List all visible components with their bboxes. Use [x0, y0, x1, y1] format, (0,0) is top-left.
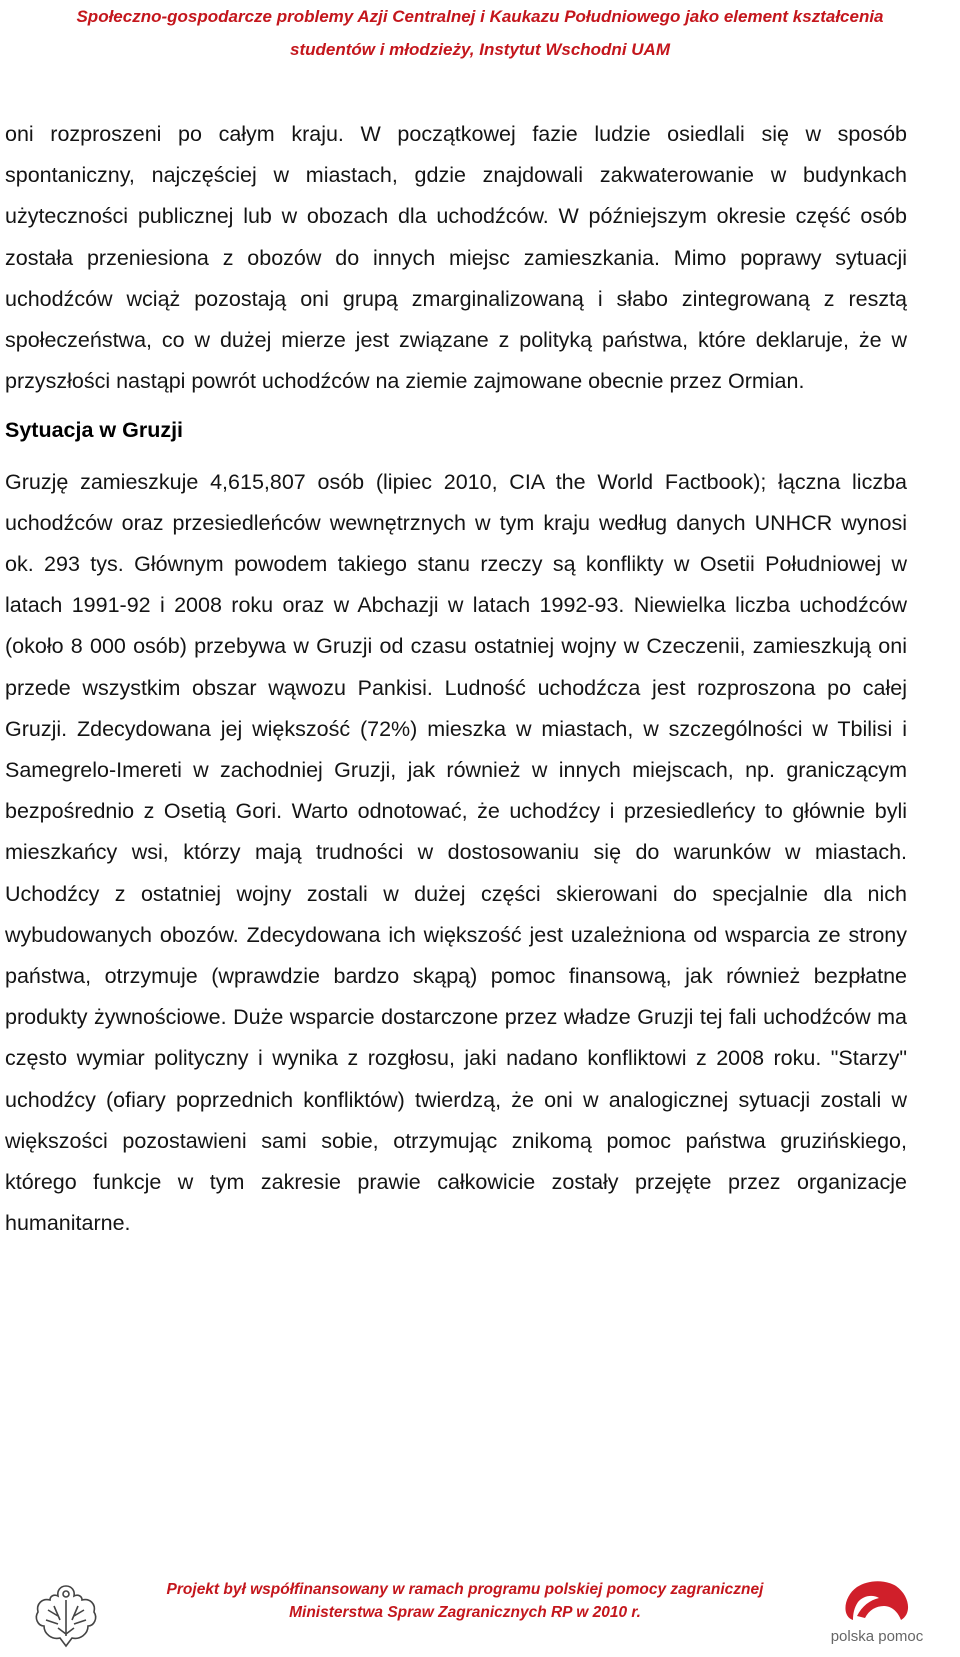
logo-caption: polska pomoc — [830, 1628, 924, 1645]
paragraph-2: Gruzję zamieszkuje 4,615,807 osób (lipiec 2010, CIA the World Factbook); łączna liczba uchodźców oraz przesiedleńców wewnętrznych w tym kraju według danych UNHCR wynosi ok. 293 tys. Głównym powodem takiego stanu rzeczy są konflikty w Osetii Południowej w latach 1991-92 i 2008 roku oraz w Abchazji w latach 1992-93. Niewielka liczba uchodźców (około 8 000 osób) przebywa w Gruzji od czasu ostatniej wojny w Czeczenii, zamieszkują oni przede wszystkim obszar wąwozu Pankisi. Ludność uchodźcza jest rozproszona po całej Gruzji. Zdecydowana jej większość (72%) mieszka w miastach, w szczególności w Tbilisi i Samegrelo-Imereti w zachodniej Gruzji, jak również w innych miejscach, np. graniczącym bezpośrednio z Osetią Gori. Warto odnotować, że uchodźcy i przesiedleńcy to głównie byli mieszkańcy wsi, którzy mają trudności w dostosowaniu się do warunków w miastach. Uchodźcy z ostatniej wojny zostali w dużej części skierowani do specjalnie dla nich wybudowanych obozów. Zdecydowana ich większość jest uzależniona od wsparcia ze strony państwa, otrzymuje (wprawdzie bardzo skąpą) pomoc finansową, jak również bezpłatne produkty żywnościowe. Duże wsparcie dostarczone przez władze Gruzji tej fali uchodźców ma często wymiar polityczny i wynika z rozgłosu, jaki nadano konfliktowi z 2008 roku. "Starzy" uchodźcy (ofiary poprzednich konfliktów) twierdzą, że oni w analogicznej sytuacji zostali w większości pozostawieni sami sobie, otrzymując znikomą pomoc państwa gruzińskiego, którego funkcje w tym zakresie prawie całkowicie zostały przejęte przez organizacje humanitarne. — [5, 469, 907, 1236]
polska-pomoc-logo — [822, 1572, 932, 1652]
header-line-2: studentów i młodzieży, Instytut Wschodni UAM — [290, 40, 670, 59]
footer-line-1: Projekt był współfinansowany w ramach programu polskiej pomocy zagranicznej — [166, 1581, 764, 1598]
footer-funding-note — [120, 1578, 810, 1624]
document-body — [5, 114, 907, 1244]
page-header — [0, 0, 960, 66]
eagle-emblem-icon — [30, 1580, 102, 1652]
section-heading: Sytuacja w Gruzji — [5, 418, 184, 443]
paragraph-1: oni rozproszeni po całym kraju. W początkowej fazie ludzie osiedlali się w sposób spontaniczny, najczęściej w miastach, gdzie znajdowali zakwaterowanie w budynkach użyteczności publicznej lub w obozach dla uchodźców. W późniejszym okresie część osób została przeniesiona z obozów do innych miejsc zamieszkania. Mimo poprawy sytuacji uchodźców wciąż pozostają oni grupą zmarginalizowaną i słabo zintegrowaną z resztą społeczeństwa, co w dużej mierze jest związane z polityką państwa, które deklaruje, że w przyszłości nastąpi powrót uchodźców na ziemie zajmowane obecnie przez Ormian. — [5, 122, 907, 394]
footer-line-2: Ministerstwa Spraw Zagranicznych RP w 2010 r. — [289, 1604, 641, 1621]
header-line-1: Społeczno-gospodarcze problemy Azji Centralnej i Kaukazu Południowego jako element kształcenia — [76, 7, 884, 26]
